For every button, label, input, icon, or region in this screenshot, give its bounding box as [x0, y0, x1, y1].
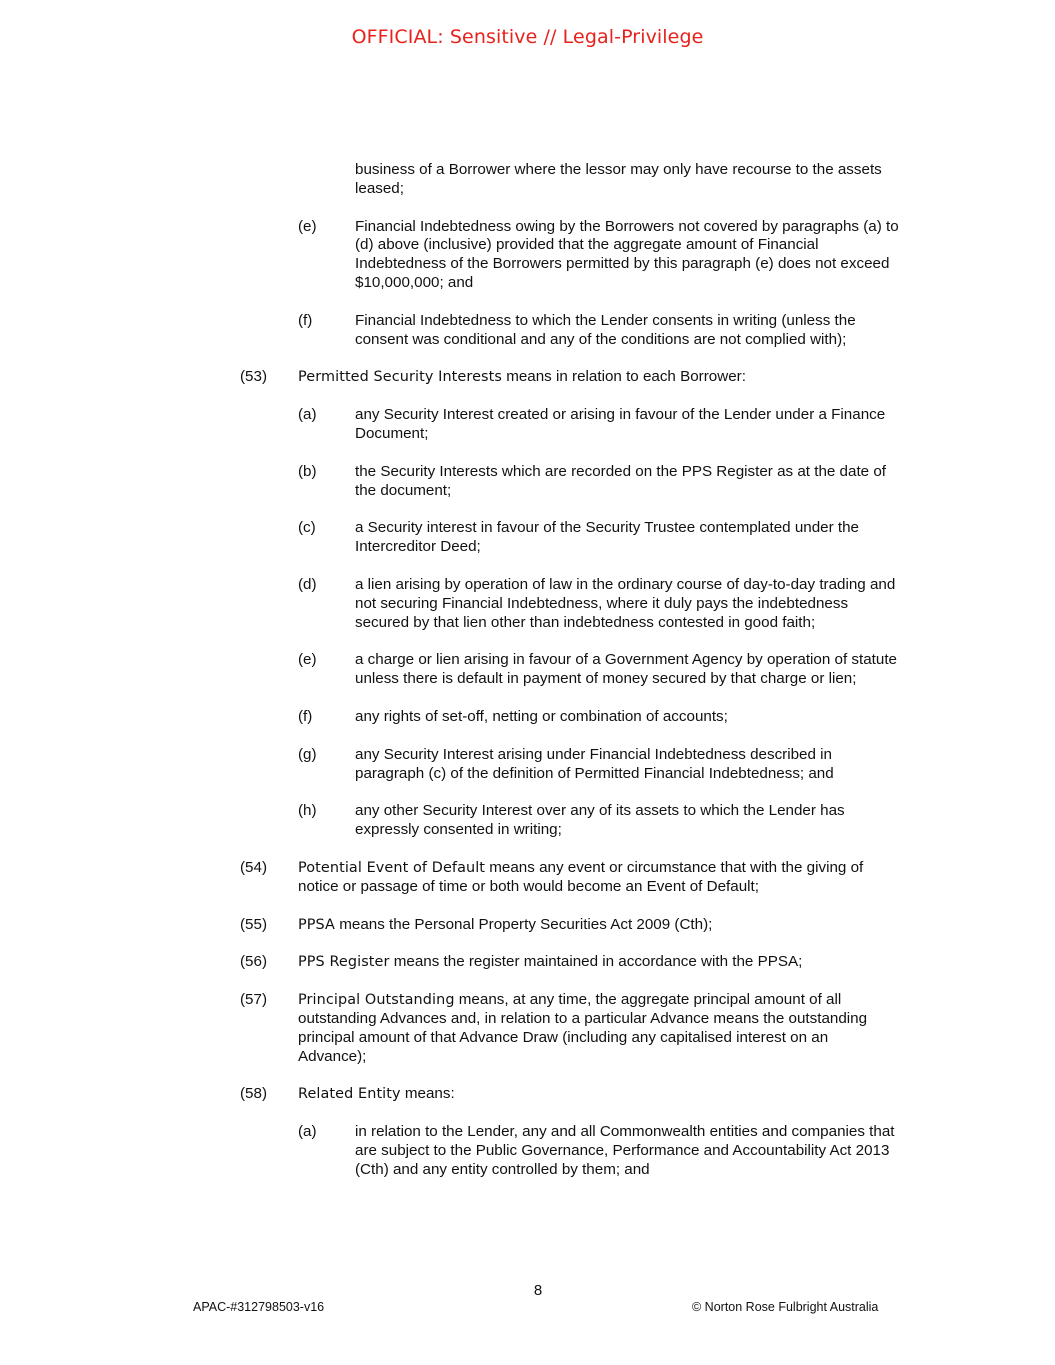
clause-number: (56) — [240, 953, 268, 971]
clause-text — [298, 1085, 898, 1104]
clause-number: (53) — [240, 368, 268, 386]
document-id: APAC-#312798503-v16 — [193, 1300, 325, 1314]
clause-number: (b) — [298, 462, 317, 480]
clause-number: (58) — [240, 1085, 268, 1103]
clause-text — [298, 916, 898, 935]
clause-text — [355, 519, 900, 557]
defined-term: Principal Outstanding — [298, 992, 455, 1009]
definition-text: means: — [400, 1085, 455, 1103]
definition-subclause — [0, 746, 1055, 784]
definition-text: means, at any time, the aggregate principal amount of all outstanding Advances and, in relation to a particular Advance means the outstanding principal amount of that Advance Draw (including any capitalised interest on an Advance); — [298, 991, 868, 1065]
clause-number: (h) — [298, 802, 317, 820]
definition-text: the Security Interests which are recorded on the PPS Register as at the date of the document; — [355, 462, 887, 499]
clause-text — [355, 651, 900, 689]
defined-term: Related Entity — [298, 1086, 401, 1103]
defined-term: PPS Register — [298, 954, 390, 971]
definition-subclause — [0, 576, 1055, 632]
clause-number: (e) — [298, 217, 317, 235]
clause-text — [298, 368, 898, 387]
clause-text — [355, 463, 900, 501]
clause-number: (e) — [298, 651, 317, 669]
definition-subclause — [0, 312, 1055, 350]
clause-number: (f) — [298, 707, 313, 725]
clause-number: (a) — [298, 1123, 317, 1141]
clause-number: (55) — [240, 915, 268, 933]
definition-clause — [0, 991, 1055, 1066]
clause-text — [298, 953, 898, 972]
page-number: 8 — [533, 1282, 543, 1299]
continuation-paragraph — [0, 161, 1055, 199]
copyright-notice: © Norton Rose Fulbright Australia — [692, 1300, 879, 1314]
definition-subclause — [0, 218, 1055, 293]
clause-text — [355, 218, 900, 293]
clause-text — [355, 708, 900, 727]
clause-text — [355, 312, 900, 350]
document-body — [0, 161, 1055, 1198]
definition-text: means any event or circumstance that with the giving of notice or passage of time or both would become an Event of Default; — [298, 858, 864, 895]
clause-text — [355, 406, 900, 444]
definition-subclause — [0, 1123, 1055, 1179]
definition-text: means the Personal Property Securities Act 2009 (Cth); — [335, 915, 713, 933]
definition-text: Financial Indebtedness owing by the Borrowers not covered by paragraphs (a) to (d) above (inclusive) provided that the aggregate amount of Financial Indebtedness of the Borrowers permitted by this paragraph (e) does not exceed $10,000,000; and — [355, 217, 899, 291]
definition-clause — [0, 916, 1055, 935]
definition-clause — [0, 368, 1055, 387]
definition-list — [0, 218, 1055, 1180]
clause-number: (c) — [298, 519, 316, 537]
definition-text: any rights of set-off, netting or combination of accounts; — [355, 707, 728, 725]
definition-clause — [0, 953, 1055, 972]
definition-subclause — [0, 519, 1055, 557]
clause-number: (f) — [298, 311, 313, 329]
definition-subclause — [0, 708, 1055, 727]
clause-text — [355, 576, 900, 632]
definition-text: any Security Interest arising under Financial Indebtedness described in paragraph (c) of the definition of Permitted Financial Indebtedness; and — [355, 745, 834, 782]
defined-term: Permitted Security Interests — [298, 369, 502, 386]
clause-number: (57) — [240, 991, 268, 1009]
definition-text: any Security Interest created or arising in favour of the Lender under a Finance Document; — [355, 406, 886, 442]
definition-subclause — [0, 651, 1055, 689]
defined-term: Potential Event of Default — [298, 859, 486, 876]
definition-text: Financial Indebtedness to which the Lender consents in writing (unless the consent was conditional and any of the conditions are not complied with); — [355, 311, 856, 348]
definition-text: means in relation to each Borrower: — [501, 368, 746, 386]
clause-number: (a) — [298, 406, 317, 424]
clause-text — [298, 991, 898, 1066]
classification-header: OFFICIAL: Sensitive // Legal-Privilege — [351, 26, 704, 48]
definition-clause — [0, 1085, 1055, 1104]
definition-text: in relation to the Lender, any and all Commonwealth entities and companies that are subject to the Public Governance, Performance and Accountability Act 2013 (Cth) and any entity controlled by them; and — [355, 1123, 895, 1178]
clause-text — [298, 859, 898, 897]
definition-text: a charge or lien arising in favour of a Government Agency by operation of statute unless there is default in payment of money secured by that charge or lien; — [355, 651, 898, 688]
definition-subclause — [0, 802, 1055, 840]
definition-subclause — [0, 463, 1055, 501]
clause-number: (54) — [240, 858, 268, 876]
clause-number: (g) — [298, 745, 317, 763]
continuation-text: business of a Borrower where the lessor may only have recourse to the assets leased; — [355, 161, 882, 197]
clause-text — [355, 802, 900, 840]
definition-text: means the register maintained in accordance with the PPSA; — [389, 953, 803, 971]
clause-number: (d) — [298, 575, 317, 593]
definition-text: any other Security Interest over any of its assets to which the Lender has expressly consented in writing; — [355, 802, 845, 839]
definition-text: a lien arising by operation of law in the ordinary course of day-to-day trading and not securing Financial Indebtedness, where it duly pays the indebtedness secured by that lien other than indebtedness contested in good faith; — [355, 575, 896, 631]
defined-term: PPSA — [298, 916, 336, 933]
clause-text — [355, 746, 900, 784]
definition-clause — [0, 859, 1055, 897]
definition-text: a Security interest in favour of the Security Trustee contemplated under the Intercreditor Deed; — [355, 519, 859, 556]
definition-subclause — [0, 406, 1055, 444]
clause-text — [355, 1123, 900, 1179]
